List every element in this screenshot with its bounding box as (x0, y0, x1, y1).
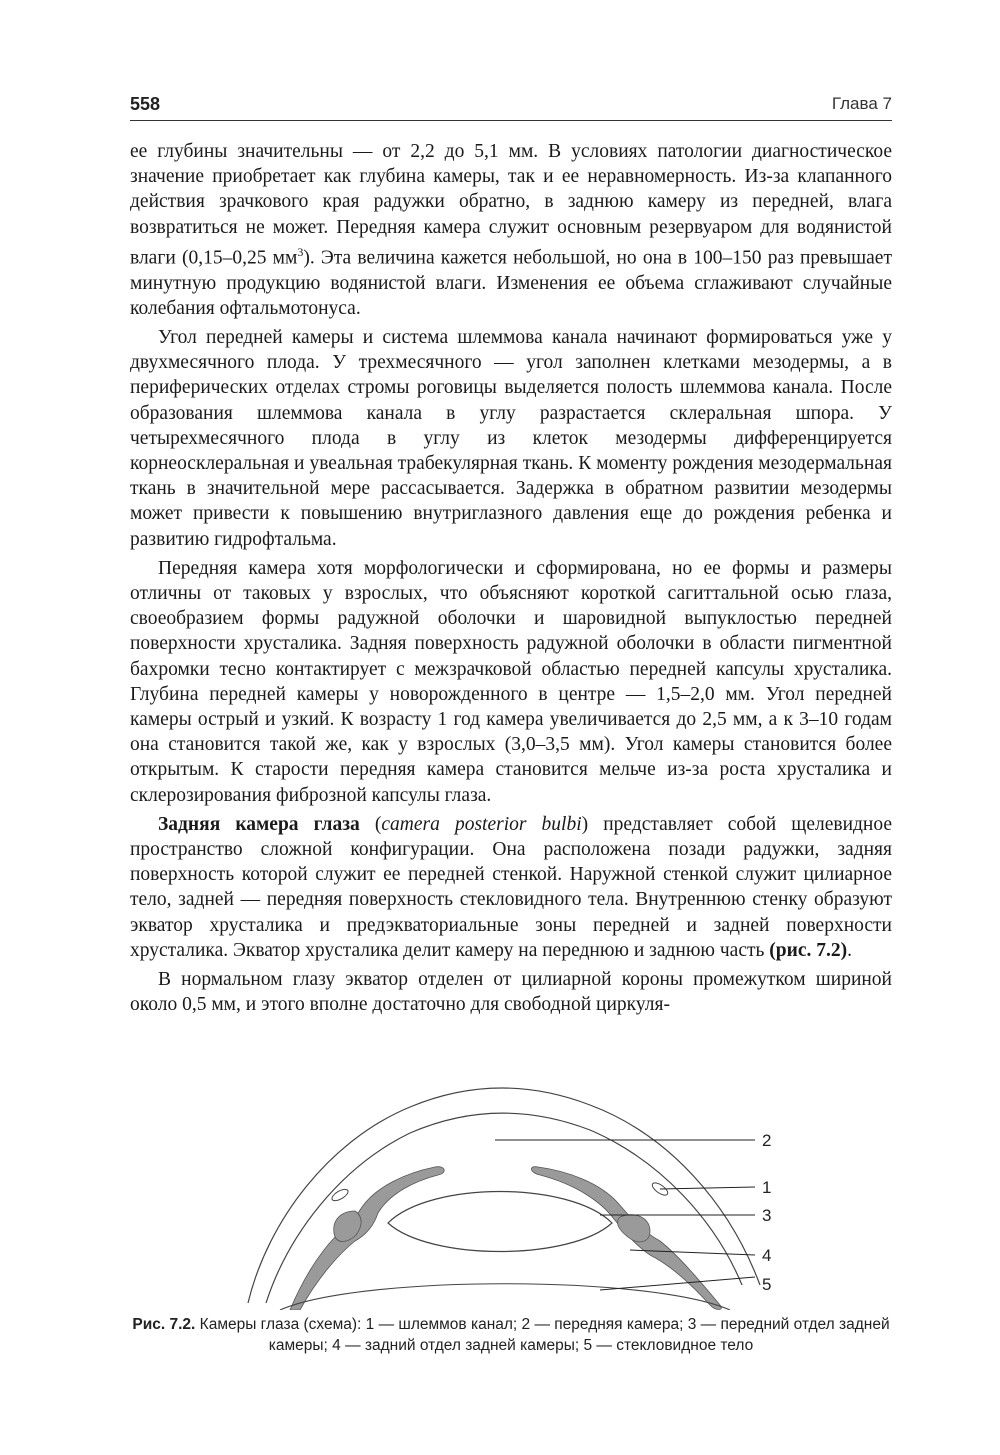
latin-term: camera posterior bulbi (381, 813, 582, 835)
figure-caption (130, 1314, 892, 1356)
label-2: 2 (762, 1131, 772, 1150)
paragraph-2: Угол передней камеры и система шлеммова канала начинают формироваться уже у двухмесячного плода. У трехмесячного — угол заполнен клетками мезодермы, а в периферических отделах стромы роговицы выделяется полость шлеммова канала. После образования шлеммова канала в углу разрастается склеральная шпора. У четырехмесячного плода в углу из клеток мезодермы дифференцируется корнеосклеральная и увеальная трабекулярная ткань. К моменту рождения мезодермальная ткань в значительной мере рассасывается. Задержка в обратном развитии мезодермы может привести к повышению внутриглазного давления еще до рождения ребенка и развитию гидрофтальма. (130, 326, 892, 550)
paragraph-3: Передняя камера хотя морфологически и сформирована, но ее формы и размеры отличны от таковых у взрослых, что объясняют короткой сагиттальной осью глаза, своеобразием формы радужной оболочки и шаровидной выпуклостью передней поверхности хрусталика. Задняя поверхность радужной оболочки в области пигментной бахромки тесно контактирует с межзрачковой областью передней капсулы хрусталика. Глубина передней камеры у новорожденного в центре — 1,5–2,0 мм. Угол передней камеры острый и узкий. К возрасту 1 год камера увеличивается до 2,5 мм, а к 3–10 годам она становится такой же, как у взрослых (3,0–3,5 мм). Угол камеры становится более открытым. К старости передняя камера становится мельче из-за роста хрусталика и склерозирования фиброзной капсулы глаза. (130, 557, 892, 806)
body-text (130, 139, 892, 1017)
page-number: 558 (130, 94, 161, 114)
label-5: 5 (762, 1275, 772, 1294)
paragraph-1-text: ее глубины значительны — от 2,2 до 5,1 мм. В условиях патологии диагностическое значение приобретает как глубина камеры, так и ее неравномерность. Из-за клапанного действия зрачкового края радужки обратно, в заднюю камеру из передней, влага возвратиться не может. Передняя камера служит основным резервуаром для водянистой влаги (0,15–0,25 мм (130, 141, 892, 269)
paragraph-4-end: . (847, 939, 853, 961)
eye-schematic (130, 1085, 892, 1310)
right-ciliary-process-icon (618, 1215, 650, 1242)
open-paren: ( (359, 813, 382, 835)
figure-reference: (рис. 7.2) (769, 939, 848, 961)
paragraph-4-text: ) представляет собой щелевидное пространство сложной конфигурации. Она расположена позади радужки, задняя поверхность которой служит ее передней стенкой. Наружной стенкой служит цилиарное тело, задней — передняя поверхность стекловидного тела. Внутреннюю стенку образуют экватор хрусталика и предэкваториальные зоны передней и задней поверхности хрусталика. Экватор хрусталика делит камеру на переднюю и заднюю часть (130, 813, 893, 961)
caption-text: Камеры глаза (схема): 1 — шлеммов канал; 2 — передняя камера; 3 — передний отдел задней камеры; 4 — задний отдел задней камеры; 5 — стекловидное тело (195, 1316, 890, 1354)
eye-chambers-figure (130, 1085, 892, 1310)
label-3: 3 (762, 1206, 772, 1225)
label-1: 1 (762, 1178, 772, 1197)
running-head (130, 92, 892, 121)
vitreous-boundary-icon (280, 1284, 730, 1310)
label-4: 4 (762, 1246, 772, 1265)
lens-icon (388, 1192, 612, 1252)
paragraph-1 (130, 139, 892, 321)
term-posterior-chamber: Задняя камера глаза (158, 813, 360, 835)
leader-line-5 (600, 1277, 755, 1290)
caption-title: Рис. 7.2. (132, 1316, 196, 1333)
chapter-label: Глава 7 (831, 94, 892, 113)
paragraph-5: В нормальном глазу экватор отделен от цилиарной короны промежутком шириной около 0,5 мм, и этого вполне достаточно для свободной циркуля- (130, 969, 892, 1016)
paragraph-1-tail: ). Эта величина кажется небольшой, но она в 100–150 раз превышает минутную продукцию водянистой влаги. Изменения ее объема сглаживают случайные колебания офтальмотонуса. (130, 247, 892, 319)
paragraph-4 (130, 812, 892, 963)
superscript-3: 3 (297, 244, 304, 259)
